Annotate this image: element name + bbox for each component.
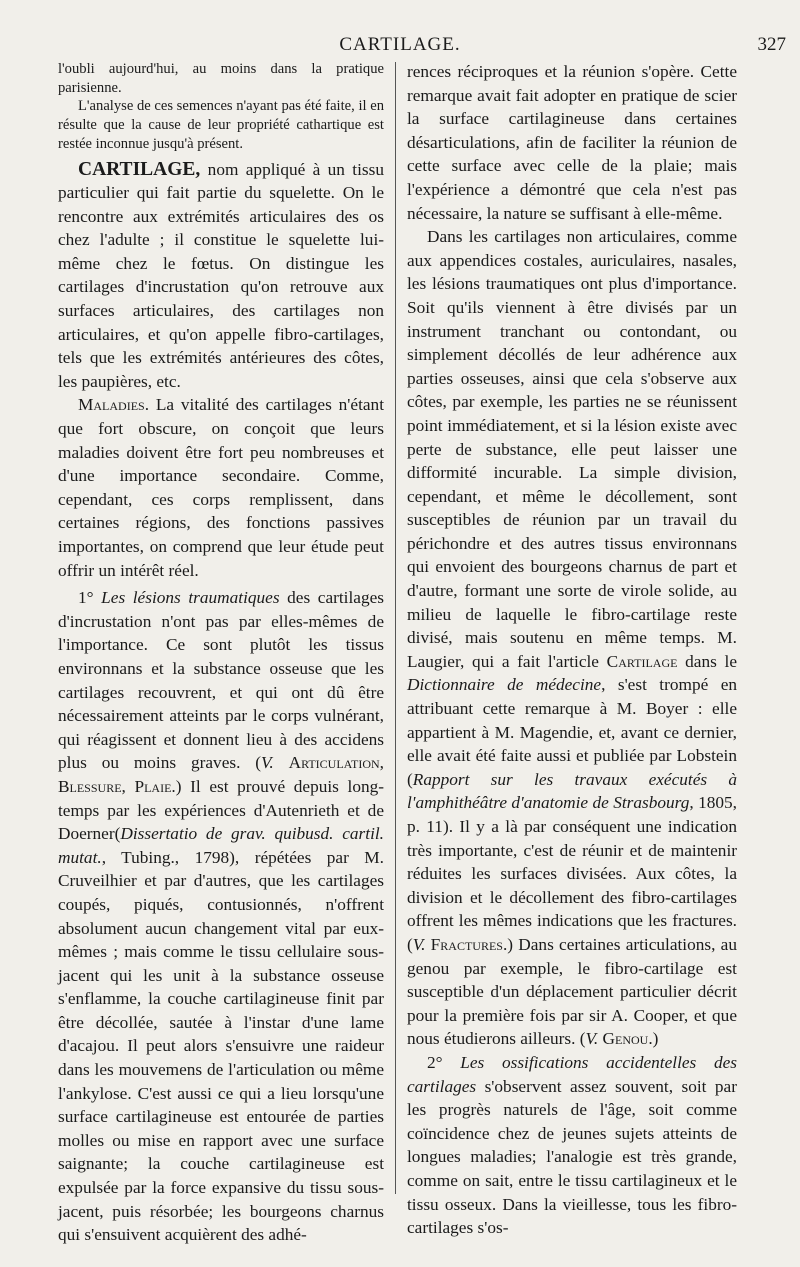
see-also-marker: V. xyxy=(412,934,426,954)
paragraph-2-text-a: Dans les cartilages non articulaires, comme aux appendices costales, auriculaires, nasales, les lésions traumatiques ont plus d'importance. Soit qu'ils viennent à être divisés par un instrument tranchant ou contondant, ou simplement décollés de leur adhérence aux parties osseuses, ainsi que cela s'observe aux côtes, par exemple, les parties ne se réunissent point immédiatement, et si la lésion existe avec perte de substance, elle peut laisser une difformité incurable. La simple division, cependant, et même le décollement, sont susceptibles de réunion par un travail du périchondre et des autres tissus environnans qui envoient des bourgeons charnus de part et d'autre, formant une sorte de virole solide, au milieu de laquelle le fibro-cartilage reste divisé, mais soutenu en même temps. M. Laugier, qui a fait l'article xyxy=(407,227,737,671)
cross-reference-cartilage: Cartilage xyxy=(606,651,678,671)
cross-reference-fractures: Fractures. xyxy=(430,934,508,954)
see-also-marker: V. xyxy=(261,753,274,773)
running-title: CARTILAGE. xyxy=(339,34,461,55)
dictionary-title: Dictionnaire de médecine xyxy=(407,675,602,695)
cross-references-1: Articulation, Blessure, Plaie. xyxy=(58,753,384,796)
section-2-paragraph xyxy=(407,1051,737,1240)
paragraph-2-text-c: , s'est trompé en attribuant cette remarque à M. Boyer : elle appartient à M. Magendie, et, avant ce dernier, elle avait été faite aussi et publiée par Lobstein ( xyxy=(407,675,737,789)
intro-paragraph-2: L'analyse de ces semences n'ayant pas été faite, il en résulte que la cause de leur propriété cathartique est restée inconnue jusqu'à présent. xyxy=(58,98,384,152)
column-divider xyxy=(395,62,396,1194)
section-2-title: Les ossifications accidentelles des cartilages xyxy=(407,1052,738,1096)
paragraph-2-text-e: ) Dans certaines articulations, au genou par exemple, le fibro-cartilage est susceptible d'un déplacement particulier décrit pour la première fois par sir A. Cooper, et que nous étudierons ailleurs. ( xyxy=(407,934,737,1049)
maladies-text: La vitalité des cartilages n'étant que fort obscure, on conçoit que leurs maladies doivent être fort peu nombreuses et d'une importance secondaire. Comme, cependant, ces corps remplissent, dans certaines régions, des fonctions passives importantes, on comprend que leur étude peut offrir un intérêt réel. xyxy=(58,395,384,580)
left-column xyxy=(58,60,384,1247)
non-articular-paragraph xyxy=(407,225,737,1051)
section-2-number: 2° xyxy=(427,1052,443,1072)
dissertation-citation: Dissertatio de grav. quibusd. cartil. mutat. xyxy=(58,824,384,867)
page-number: 327 xyxy=(757,34,786,55)
page-header xyxy=(0,34,800,60)
intro-paragraph-1: l'oubli aujourd'hui, au moins dans la pratique parisienne. xyxy=(58,61,384,96)
paragraph-2-text-f: ) xyxy=(652,1029,659,1049)
maladies-heading: Maladies. xyxy=(78,395,150,415)
maladies-paragraph xyxy=(58,393,384,582)
right-column xyxy=(407,60,737,1240)
paragraph-2-text-b: dans le xyxy=(685,651,737,671)
entry-definition: nom appliqué à un tissu particulier qui fait partie du squelette. On le rencontre aux extrémités articulaires des os chez l'adulte ; il constitue le squelette lui-même chez le fœtus. On distingue les cartilages d'incrustation qu'on retrouve aux surfaces articulaires, des cartilages non articulaires, et qu'on appelle fibro-cartilages, tels que les extrémités antérieures des côtes, les paupières, etc. xyxy=(58,159,385,391)
entry-headword: CARTILAGE, xyxy=(78,158,201,180)
section-1-text-b: ) Il est prouvé depuis long-temps par les expériences d'Autenrieth et de Doerner( xyxy=(58,776,384,844)
lobstein-citation: Rapport sur les travaux exécutés à l'amphithéâtre d'anatomie de Strasbourg xyxy=(407,769,737,813)
cross-reference-genou: Genou. xyxy=(602,1029,653,1049)
section-1-title: Les lésions traumatiques xyxy=(101,588,280,608)
section-1-paragraph xyxy=(58,586,384,1247)
paragraph-2-text-d: , 1805, p. 11). Il y a là par conséquent une indication très importante, c'est de réunir et de maintenir réduites les surfaces divisées. Aux côtes, la division et le décollement des fibro-cartilages offrent les mêmes indications que les fractures. ( xyxy=(407,793,737,954)
continuation-paragraph: rences réciproques et la réunion s'opère. Cette remarque avait fait adopter en pratique de scier la surface cartilagineuse dans certaines désarticulations, afin de faciliter la réunion de cette surface avec celle de la plaie; mais l'expérience a démontré que cela n'est pas nécessaire, la nature se suffisant à elle-même. xyxy=(407,62,737,223)
entry-paragraph xyxy=(58,158,384,394)
section-1-number: 1° xyxy=(78,588,94,608)
section-1-text-c: , Tubing., 1798), répétées par M. Cruveilhier et par d'autres, que les cartilages coupés, piqués, contusionnés, n'offrent absolument aucun changement vital par eux-mêmes ; mais comme le tissu cellulaire sous-jacent qui les unit à la substance osseuse s'enflamme, la couche cartilagineuse finit par être décollée, sautée à l'instar d'une lame d'acajou. Il peut alors s'ensuivre une raideur dans les mouvemens de l'articulation ou même l'ankylose. C'est aussi ce qui a lieu lorsqu'une surface cartilagineuse est entourée de parties molles ou mise en rapport avec une surface saignante; la couche cartilagineuse est expulsée par la force expansive du tissu sous-jacent, puis résorbée; les bourgeons charnus qui s'ensuivent acquièrent des adhé- xyxy=(58,847,384,1245)
section-2-text: s'observent assez souvent, soit par les progrès naturels de l'âge, soit comme coïncidence chez de jeunes sujets atteints de longues maladies; l'analogie est très grande, comme on sait, entre le tissu cartilagineux et le tissu osseux. Dans la vieillesse, tous les fibro-cartilages s'os- xyxy=(407,1076,737,1238)
section-1-text-a: des cartilages d'incrustation n'ont pas par elles-mêmes de l'importance. Ce sont plutôt les tissus environnans et la substance osseuse que les cartilages recouvrent, et qui ont dû être nécessairement atteints par le corps vulnérant, qui réagissent et donnent lieu à des accidens plus ou moins graves. ( xyxy=(58,588,384,773)
see-also-marker: V. xyxy=(585,1029,599,1049)
